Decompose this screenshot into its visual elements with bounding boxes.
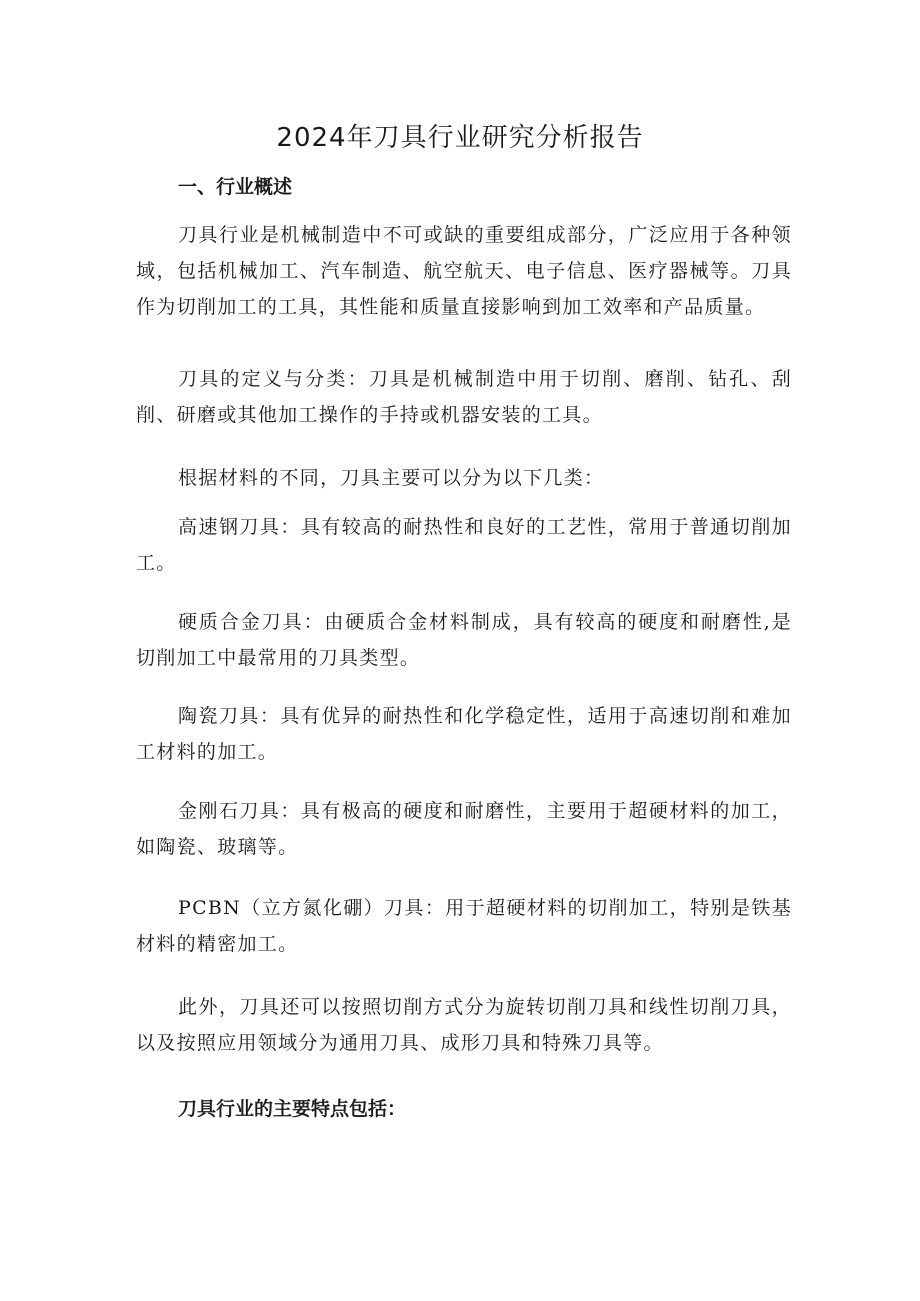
paragraph-classification: 根据材料的不同，刀具主要可以分为以下几类： xyxy=(178,467,605,489)
document-title: 2024年刀具行业研究分析报告 xyxy=(276,123,644,153)
paragraph-intro: 刀具行业是机械制造中不可或缺的重要组成部分，广泛应用于各种领域，包括机械加工、汽车制造、航空航天、电子信息、医疗器械等。刀具作为切削加工的工具，其性能和质量直接影响到加工效率和产品质量。 xyxy=(136,224,792,318)
paragraph-pcbn-tools: PCBN（立方氮化硼）刀具：用于超硬材料的切削加工，特别是铁基材料的精密加工。 xyxy=(136,897,792,955)
paragraph-definition: 刀具的定义与分类：刀具是机械制造中用于切削、磨削、钻孔、刮削、研磨或其他加工操作的手持或机器安装的工具。 xyxy=(136,368,792,426)
paragraph-ceramic-tools: 陶瓷刀具：具有优异的耐热性和化学稳定性，适用于高速切削和难加工材料的加工。 xyxy=(136,705,792,763)
paragraph-other-classification: 此外，刀具还可以按照切削方式分为旋转切削刀具和线性切削刀具，以及按照应用领域分为通用刀具、成形刀具和特殊刀具等。 xyxy=(136,996,792,1054)
section-heading-features: 刀具行业的主要特点包括： xyxy=(178,1098,407,1120)
paragraph-hss-tools: 高速钢刀具：具有较高的耐热性和良好的工艺性，常用于普通切削加工。 xyxy=(136,516,792,574)
paragraph-carbide-tools: 硬质合金刀具：由硬质合金材料制成，具有较高的硬度和耐磨性,是切削加工中最常用的刀具类型。 xyxy=(136,611,792,669)
section-heading-overview: 一、行业概述 xyxy=(178,176,293,198)
paragraph-diamond-tools: 金刚石刀具：具有极高的硬度和耐磨性，主要用于超硬材料的加工，如陶瓷、玻璃等。 xyxy=(136,800,792,858)
